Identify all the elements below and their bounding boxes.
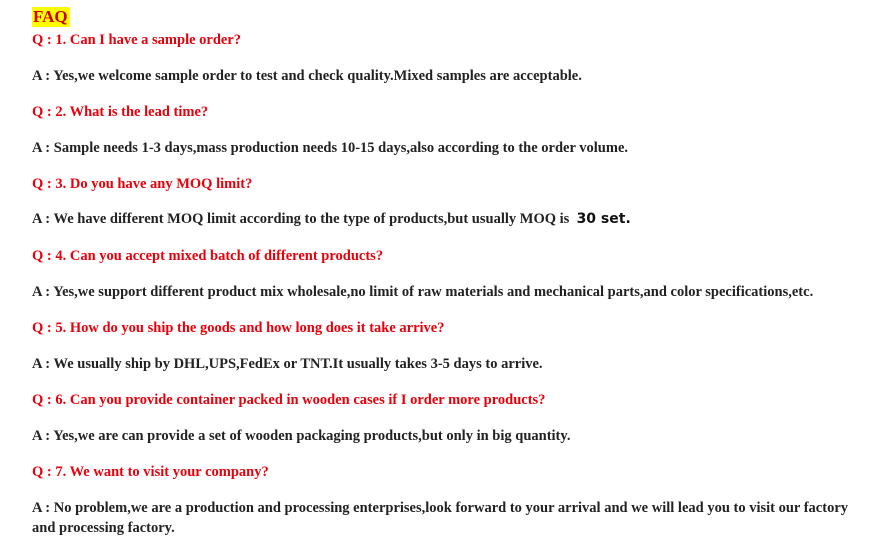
faq-answer-3-text: A : We have different MOQ limit according to the type of products,but usually MOQ is <box>32 211 570 227</box>
faq-answer-3 <box>32 209 631 229</box>
faq-answer-1: A : Yes,we welcome sample order to test and check quality.Mixed samples are acceptable. <box>32 68 582 84</box>
faq-answer-4: A : Yes,we support different product mix wholesale,no limit of raw materials and mechanical parts,and color specifications,etc. <box>32 284 814 300</box>
faq-question-7: Q : 7. We want to visit your company? <box>32 464 269 480</box>
faq-answer-5: A : We usually ship by DHL,UPS,FedEx or TNT.It usually takes 3-5 days to arrive. <box>32 356 543 372</box>
faq-answer-7: A : No problem,we are a production and processing enterprises,look forward to your arrival and we will lead you to visit our factory and processing factory. <box>32 500 849 536</box>
faq-answer-6: A : Yes,we are can provide a set of wooden packaging products,but only in big quantity. <box>32 428 571 444</box>
faq-heading: FAQ <box>33 7 68 26</box>
faq-question-3: Q : 3. Do you have any MOQ limit? <box>32 176 253 192</box>
faq-question-1: Q : 1. Can I have a sample order? <box>32 32 242 48</box>
faq-question-5: Q : 5. How do you ship the goods and how long does it take arrive? <box>32 320 445 336</box>
faq-answer-2: A : Sample needs 1-3 days,mass production needs 10-15 days,also according to the order volume. <box>32 140 629 156</box>
faq-question-6: Q : 6. Can you provide container packed in wooden cases if I order more products? <box>32 392 546 408</box>
faq-question-4: Q : 4. Can you accept mixed batch of different products? <box>32 248 384 264</box>
faq-question-2: Q : 2. What is the lead time? <box>32 104 209 120</box>
moq-value: 30 set. <box>576 211 631 227</box>
